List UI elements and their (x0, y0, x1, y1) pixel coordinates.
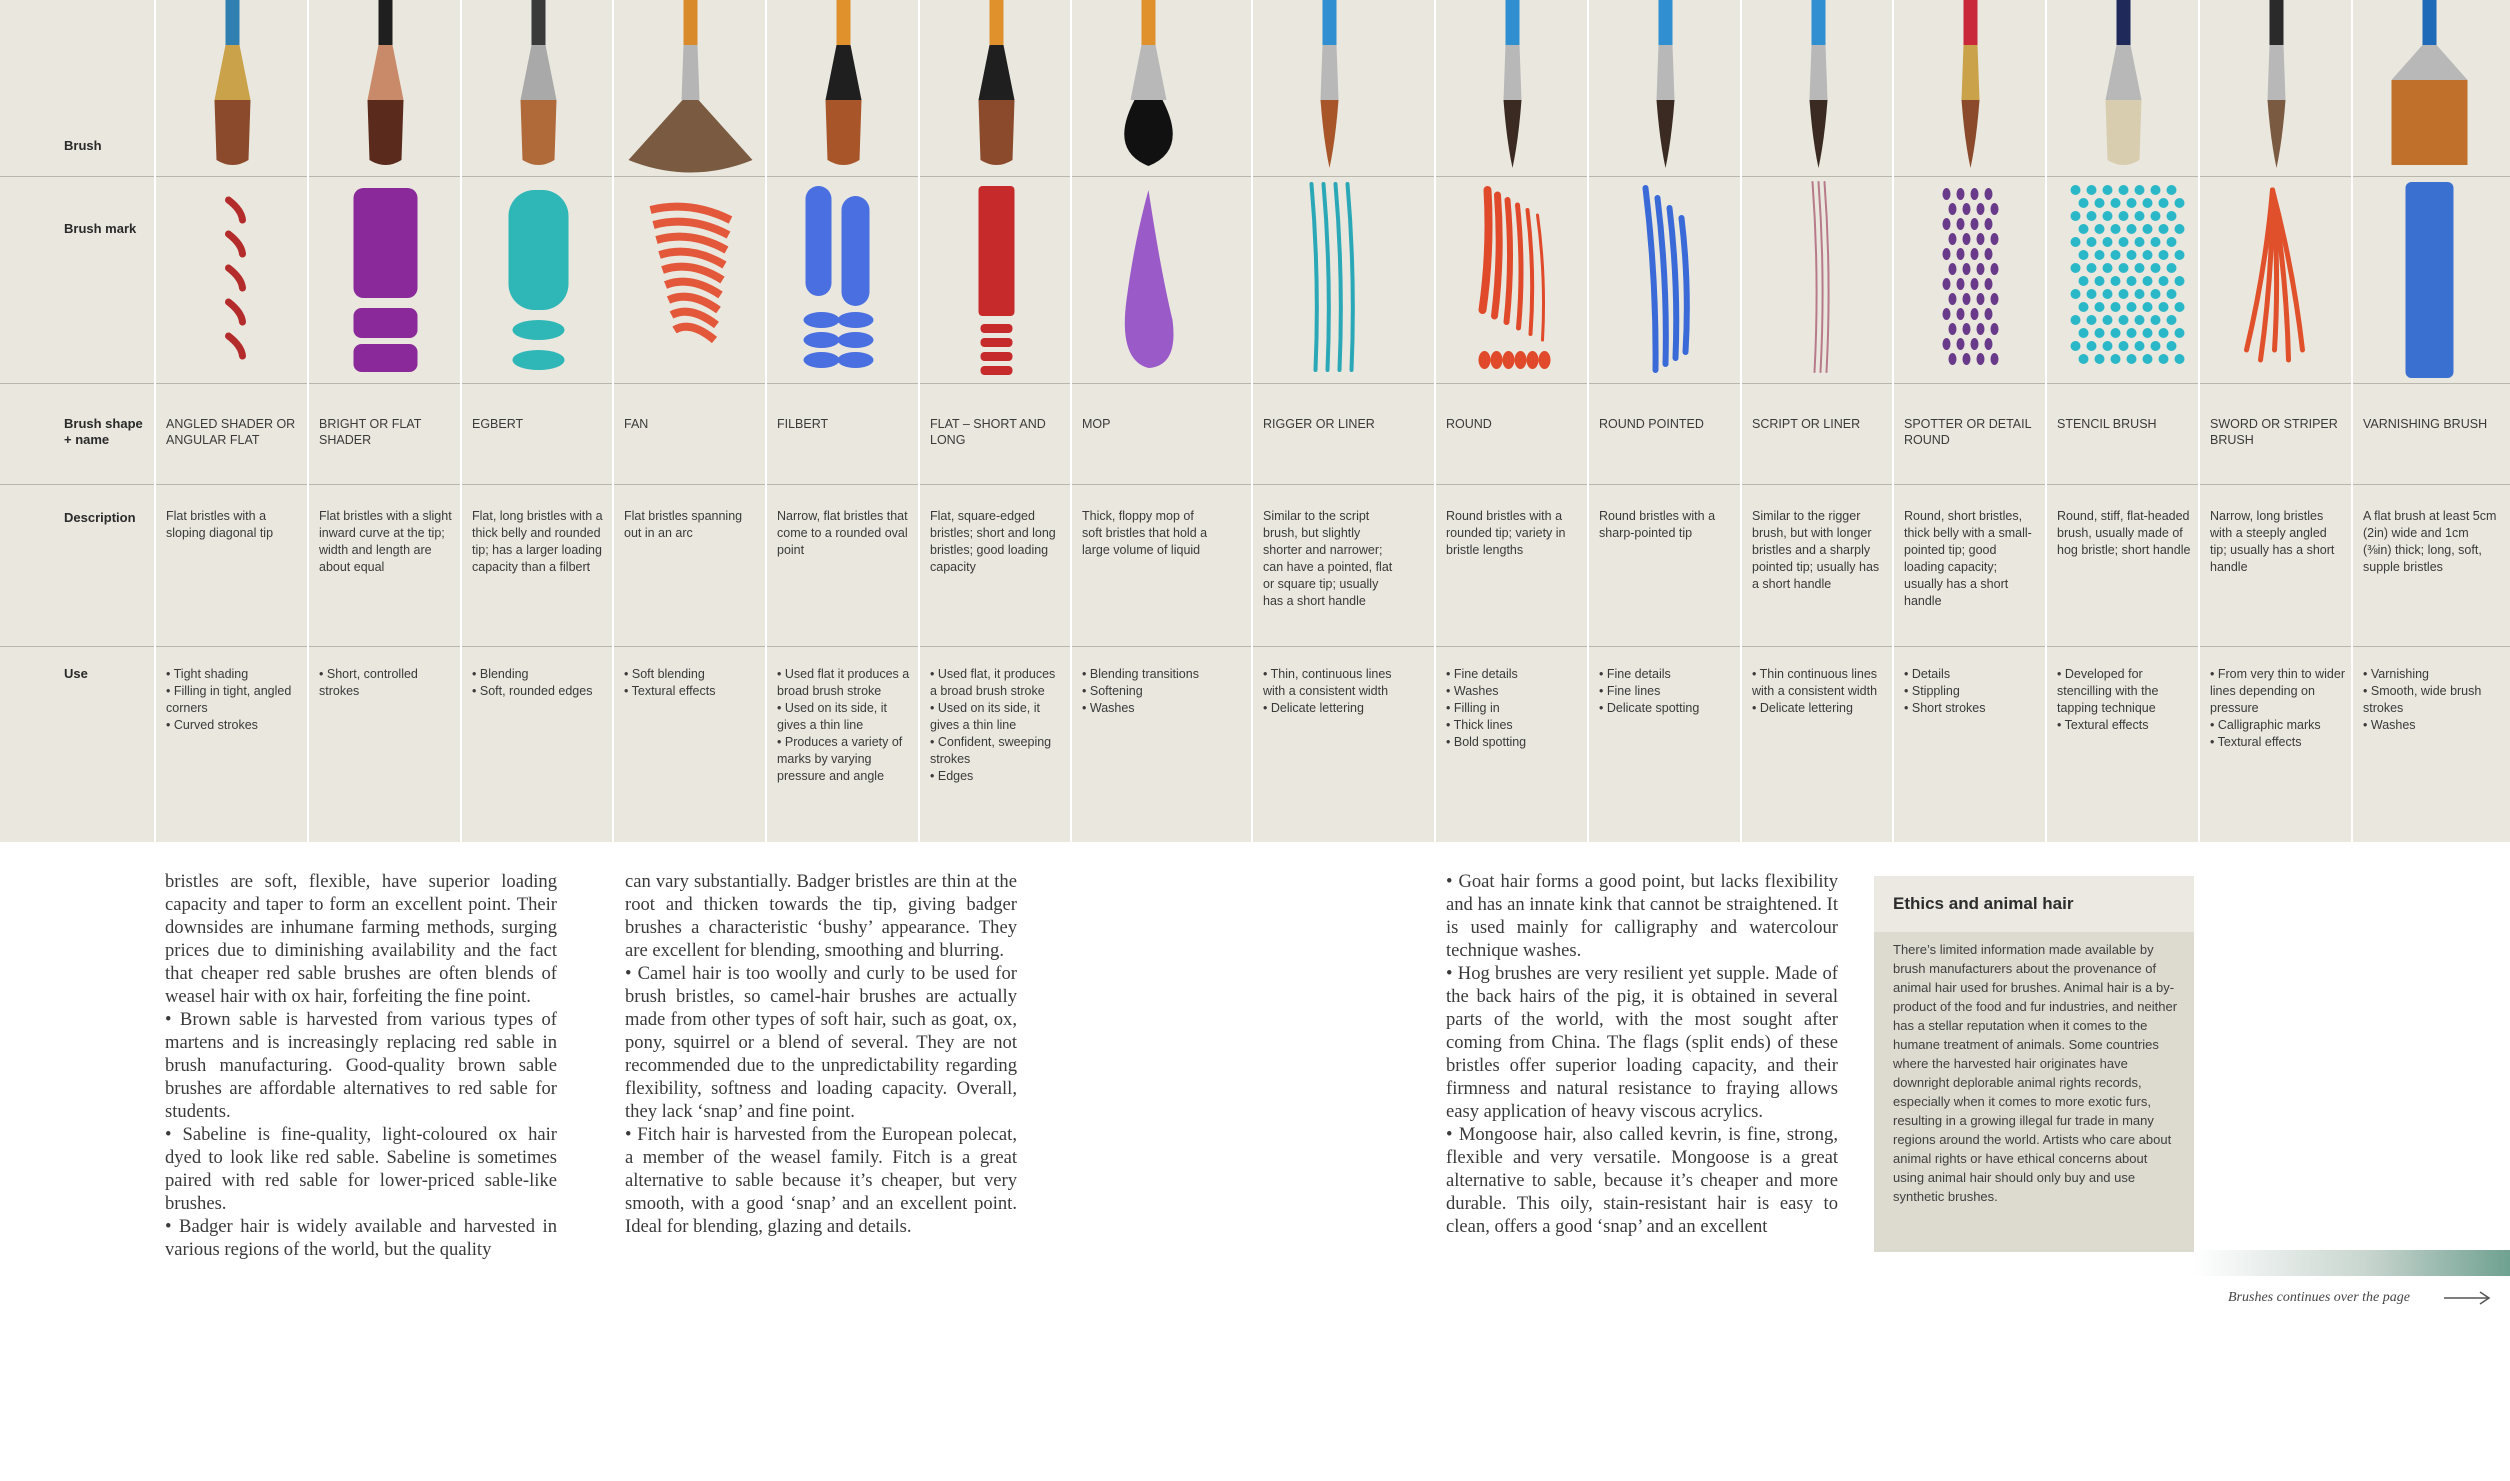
use-item: • Details (1904, 666, 2039, 683)
body-column-2 (625, 870, 1017, 1238)
brush-mark-cell (309, 180, 462, 380)
brush-mark-cell (1436, 180, 1589, 380)
brush-uses (2057, 666, 2192, 734)
decorative-gradient-bar (2194, 1250, 2510, 1276)
use-item: • Filling in (1446, 700, 1581, 717)
brush-name: FAN (624, 417, 649, 431)
brush-description: Narrow, flat bristles that come to a rounded oval point (777, 509, 908, 557)
brush-illustration (1742, 0, 1895, 176)
body-paragraph: • Camel hair is too woolly and curly to be used for brush bristles, so camel-hair brushes are actually made from other types of soft hair, such as goat, ox, pony, squirrel or a blend of several. They are not recommended due to the unpredictability regarding flexibility, softness and loading capacity. Overall, they lack ‘snap’ and fine point. (625, 963, 1017, 1122)
brush-illustration (767, 0, 920, 176)
brush-name: FILBERT (777, 417, 829, 431)
brush-description: Thick, floppy mop of soft bristles that hold a large volume of liquid (1082, 509, 1208, 557)
brush-mark-cell (156, 180, 309, 380)
brush-image-cell (1589, 0, 1742, 176)
brush-mark-swatch (2200, 180, 2353, 380)
brush-mark-swatch (2047, 180, 2200, 380)
brush-mark-cell (767, 180, 920, 380)
brush-name: ROUND (1446, 417, 1492, 431)
brush-image-cell (614, 0, 767, 176)
brush-mark-cell (2047, 180, 2200, 380)
body-paragraph: • Fitch hair is harvested from the European polecat, a member of the weasel family. Fitch is a great alternative to sable because it’s cheaper, but very smooth, with a good ‘snap’ and an excellent point. Ideal for blending, glazing and details. (625, 1124, 1017, 1237)
use-item: • From very thin to wider lines depending on pressure (2210, 666, 2345, 717)
brush-uses (1082, 666, 1217, 717)
use-item: • Filling in tight, angled corners (166, 683, 301, 717)
brush-illustration (1072, 0, 1225, 176)
use-item: • Calligraphic marks (2210, 717, 2345, 734)
arrow-right-icon (2444, 1291, 2492, 1305)
brush-uses (2210, 666, 2345, 751)
brush-illustration (920, 0, 1073, 176)
brush-uses (2363, 666, 2498, 734)
brush-uses (319, 666, 454, 700)
use-item: • Delicate lettering (1752, 700, 1887, 717)
use-item: • Textural effects (2057, 717, 2192, 734)
brush-image-cell (920, 0, 1073, 176)
brush-name: EGBERT (472, 417, 524, 431)
use-item: • Soft, rounded edges (472, 683, 607, 700)
use-item: • Curved strokes (166, 717, 301, 734)
brush-mark-cell (1253, 180, 1406, 380)
brush-mark-swatch (1589, 180, 1742, 380)
brush-illustration (2200, 0, 2353, 176)
brush-column (2353, 0, 2506, 842)
use-item: • Short strokes (1904, 700, 2039, 717)
use-item: • Thick lines (1446, 717, 1581, 734)
brush-description: Round, short bristles, thick belly with a small-pointed tip; good loading capacity; usually has a short handle (1904, 509, 2032, 608)
brush-name: BRIGHT OR FLAT SHADER (319, 417, 422, 447)
brush-mark-cell (1742, 180, 1895, 380)
use-item: • Fine lines (1599, 683, 1734, 700)
brush-image-cell (2047, 0, 2200, 176)
use-item: • Tight shading (166, 666, 301, 683)
brush-description: Round bristles with a rounded tip; variety in bristle lengths (1446, 509, 1566, 557)
brush-mark-swatch (462, 180, 615, 380)
brush-name: SCRIPT OR LINER (1752, 417, 1861, 431)
brush-description: Flat bristles with a sloping diagonal tip (166, 509, 274, 540)
brush-description: A flat brush at least 5cm (2in) wide and 1cm (⅜in) thick; long, soft, supple bristles (2363, 509, 2497, 574)
use-item: • Bold spotting (1446, 734, 1581, 751)
brush-column (614, 0, 767, 842)
brush-illustration (156, 0, 309, 176)
body-paragraph: • Mongoose hair, also called kevrin, is fine, strong, flexible and very versatile. Mongoose is a great alternative to sable, because it’s cheaper and more durable. This oily, stain-resistant hair is easy to clean, offers a good ‘snap’ and an excellent (1446, 1124, 1838, 1237)
use-item: • Produces a variety of marks by varying pressure and angle (777, 734, 912, 785)
brush-image-cell (156, 0, 309, 176)
brush-name: RIGGER OR LINER (1263, 417, 1375, 431)
body-paragraph: • Hog brushes are very resilient yet supple. Made of the back hairs of the pig, it is obtained in several parts of the world, with the most sought after coming from China. The flags (split ends) of these bristles offer superior loading capacity, and their firmness and natural resistance to fraying allows easy application of heavy viscous acrylics. (1446, 963, 1838, 1122)
brush-uses (166, 666, 301, 734)
body-paragraph: bristles are soft, flexible, have superior loading capacity and taper to form an excellent point. Their downsides are inhumane farming methods, surging prices due to diminishing availability and the fact that cheaper red sable brushes are often blends of weasel hair with ox hair, forfeiting the fine point. (165, 871, 557, 1007)
brush-mark-swatch (1072, 180, 1225, 380)
brush-column (156, 0, 309, 842)
brush-column (1436, 0, 1589, 842)
brush-column (2200, 0, 2353, 842)
use-item: • Washes (2363, 717, 2498, 734)
use-item: • Delicate lettering (1263, 700, 1398, 717)
brush-illustration (1894, 0, 2047, 176)
body-column-3 (1446, 870, 1838, 1238)
brush-image-cell (1436, 0, 1589, 176)
use-item: • Textural effects (2210, 734, 2345, 751)
brush-illustration (1436, 0, 1589, 176)
use-item: • Smooth, wide brush strokes (2363, 683, 2498, 717)
brush-uses (1904, 666, 2039, 717)
brush-illustration (2353, 0, 2506, 176)
brush-image-cell (1742, 0, 1895, 176)
brush-mark-swatch (309, 180, 462, 380)
continue-note: Brushes continues over the page (2228, 1290, 2410, 1305)
brush-mark-cell (920, 180, 1073, 380)
brush-name: FLAT – SHORT AND LONG (930, 417, 1046, 447)
use-item: • Edges (930, 768, 1065, 785)
brush-column (1894, 0, 2047, 842)
brush-uses (624, 666, 759, 700)
brush-mark-cell (614, 180, 767, 380)
brush-mark-cell (1072, 180, 1225, 380)
brush-image-cell (309, 0, 462, 176)
use-item: • Washes (1446, 683, 1581, 700)
use-item: • Used on its side, it gives a thin line (777, 700, 912, 734)
brush-illustration (462, 0, 615, 176)
body-column-1 (165, 870, 557, 1261)
brush-column (2047, 0, 2200, 842)
use-item: • Delicate spotting (1599, 700, 1734, 717)
brush-name: MOP (1082, 417, 1111, 431)
brush-name: SWORD OR STRIPER BRUSH (2210, 417, 2338, 447)
brush-image-cell (1894, 0, 2047, 176)
use-item: • Softening (1082, 683, 1217, 700)
brush-name: ROUND POINTED (1599, 417, 1704, 431)
brush-mark-swatch (767, 180, 920, 380)
brush-description: Round, stiff, flat-headed brush, usually made of hog bristle; short handle (2057, 509, 2191, 557)
brush-column (462, 0, 615, 842)
use-item: • Used flat, it produces a broad brush stroke (930, 666, 1065, 700)
brush-uses (472, 666, 607, 700)
use-item: • Soft blending (624, 666, 759, 683)
brush-mark-swatch (1253, 180, 1406, 380)
brush-description: Narrow, long bristles with a steeply angled tip; usually has a short handle (2210, 509, 2335, 574)
brush-mark-cell (1894, 180, 2047, 380)
brush-illustration (1253, 0, 1406, 176)
brush-description: Round bristles with a sharp-pointed tip (1599, 509, 1716, 540)
use-item: • Textural effects (624, 683, 759, 700)
use-item: • Confident, sweeping strokes (930, 734, 1065, 768)
row-label-brush: Brush (64, 138, 102, 153)
body-paragraph: • Badger hair is widely available and harvested in various regions of the world, but the quality (165, 1216, 557, 1260)
brush-column (1742, 0, 1895, 842)
brush-name: STENCIL BRUSH (2057, 417, 2157, 431)
body-paragraph: • Brown sable is harvested from various types of martens and is increasingly replacing red sable in brush manufacturing. Good-quality brown sable brushes are affordable alternatives to red sable for students. (165, 1009, 557, 1122)
row-label-description: Description (64, 510, 136, 525)
brush-illustration (309, 0, 462, 176)
brush-column (309, 0, 462, 842)
brush-description: Flat bristles spanning out in an arc (624, 509, 743, 540)
use-item: • Thin, continuous lines with a consistent width (1263, 666, 1398, 700)
use-item: • Washes (1082, 700, 1217, 717)
use-item: • Stippling (1904, 683, 2039, 700)
brush-column (767, 0, 920, 842)
body-paragraph: • Sabeline is fine-quality, light-coloured ox hair dyed to look like red sable. Sabeline is sometimes paired with red sable for lower-priced sable-like brushes. (165, 1124, 557, 1214)
ethics-header (1874, 876, 2194, 932)
brush-mark-cell (462, 180, 615, 380)
brush-mark-cell (1589, 180, 1742, 380)
brush-mark-swatch (1742, 180, 1895, 380)
brush-mark-swatch (614, 180, 767, 380)
brush-mark-swatch (920, 180, 1073, 380)
brush-image-cell (1072, 0, 1225, 176)
brush-mark-swatch (1436, 180, 1589, 380)
brush-mark-swatch (1894, 180, 2047, 380)
brush-mark-cell (2353, 180, 2506, 380)
use-item: • Blending transitions (1082, 666, 1217, 683)
brush-column (920, 0, 1073, 842)
brush-uses (1599, 666, 1734, 717)
use-item: • Short, controlled strokes (319, 666, 454, 700)
brush-column (1253, 0, 1406, 842)
brush-name: VARNISHING BRUSH (2363, 417, 2488, 431)
brush-name: ANGLED SHADER OR ANGULAR FLAT (166, 417, 296, 447)
brush-uses (777, 666, 912, 785)
brush-name: SPOTTER OR DETAIL ROUND (1904, 417, 2032, 447)
ethics-text: There’s limited information made available by brush manufacturers about the provenance of animal hair used for brushes. Animal hair is a by-product of the food and fur industries, and neither has a stellar reputation when it comes to the humane treatment of animals. Some countries where the harvested hair originates have downright deplorable animal rights records, especially when it comes to more exotic furs, resulting in a growing illegal fur trade in many regions around the world. Artists who care about animal rights or have ethical concerns about using animal hair should only buy and use synthetic brushes. (1893, 942, 2178, 1204)
ethics-title: Ethics and animal hair (1893, 894, 2074, 913)
use-item: • Varnishing (2363, 666, 2498, 683)
brush-illustration (1589, 0, 1742, 176)
brush-description: Flat bristles with a slight inward curve at the tip; width and length are about equal (319, 509, 452, 574)
brush-description: Flat, square-edged bristles; short and long bristles; good loading capacity (930, 509, 1056, 574)
brush-image-cell (2200, 0, 2353, 176)
brush-uses (1752, 666, 1887, 717)
body-paragraph: can vary substantially. Badger bristles are thin at the root and thicken towards the tip, giving badger brushes a characteristic ‘bushy’ appearance. They are excellent for blending, smoothing and blurring. (625, 871, 1017, 961)
row-label-use: Use (64, 666, 88, 681)
brush-description: Similar to the rigger brush, but with longer bristles and a sharply pointed tip; usually has a short handle (1752, 509, 1880, 591)
brush-uses (1263, 666, 1398, 717)
brush-uses (930, 666, 1065, 785)
brush-mark-swatch (156, 180, 309, 380)
brush-column (1589, 0, 1742, 842)
body-paragraph: • Goat hair forms a good point, but lacks flexibility and has an innate kink that cannot be straightened. It is used mainly for calligraphy and watercolour technique washes. (1446, 871, 1838, 961)
brush-image-cell (1253, 0, 1406, 176)
brush-mark-swatch (2353, 180, 2506, 380)
brush-image-cell (767, 0, 920, 176)
brush-image-cell (2353, 0, 2506, 176)
ethics-sidebar (1874, 876, 2194, 1252)
brush-image-cell (462, 0, 615, 176)
brush-column (1072, 0, 1225, 842)
use-item: • Developed for stencilling with the tapping technique (2057, 666, 2192, 717)
use-item: • Fine details (1599, 666, 1734, 683)
brush-description: Similar to the script brush, but slightly shorter and narrower; can have a pointed, flat or square tip; usually has a short handle (1263, 509, 1393, 608)
brush-uses (1446, 666, 1581, 751)
brush-illustration (2047, 0, 2200, 176)
use-item: • Thin continuous lines with a consistent width (1752, 666, 1887, 700)
use-item: • Used flat it produces a broad brush stroke (777, 666, 912, 700)
row-label-shape-name: Brush shape + name (64, 416, 143, 447)
brush-mark-cell (2200, 180, 2353, 380)
use-item: • Blending (472, 666, 607, 683)
brush-description: Flat, long bristles with a thick belly and rounded tip; has a larger loading capacity than a filbert (472, 509, 603, 574)
use-item: • Fine details (1446, 666, 1581, 683)
brush-illustration (614, 0, 767, 176)
use-item: • Used on its side, it gives a thin line (930, 700, 1065, 734)
row-label-brush-mark: Brush mark (64, 221, 137, 236)
